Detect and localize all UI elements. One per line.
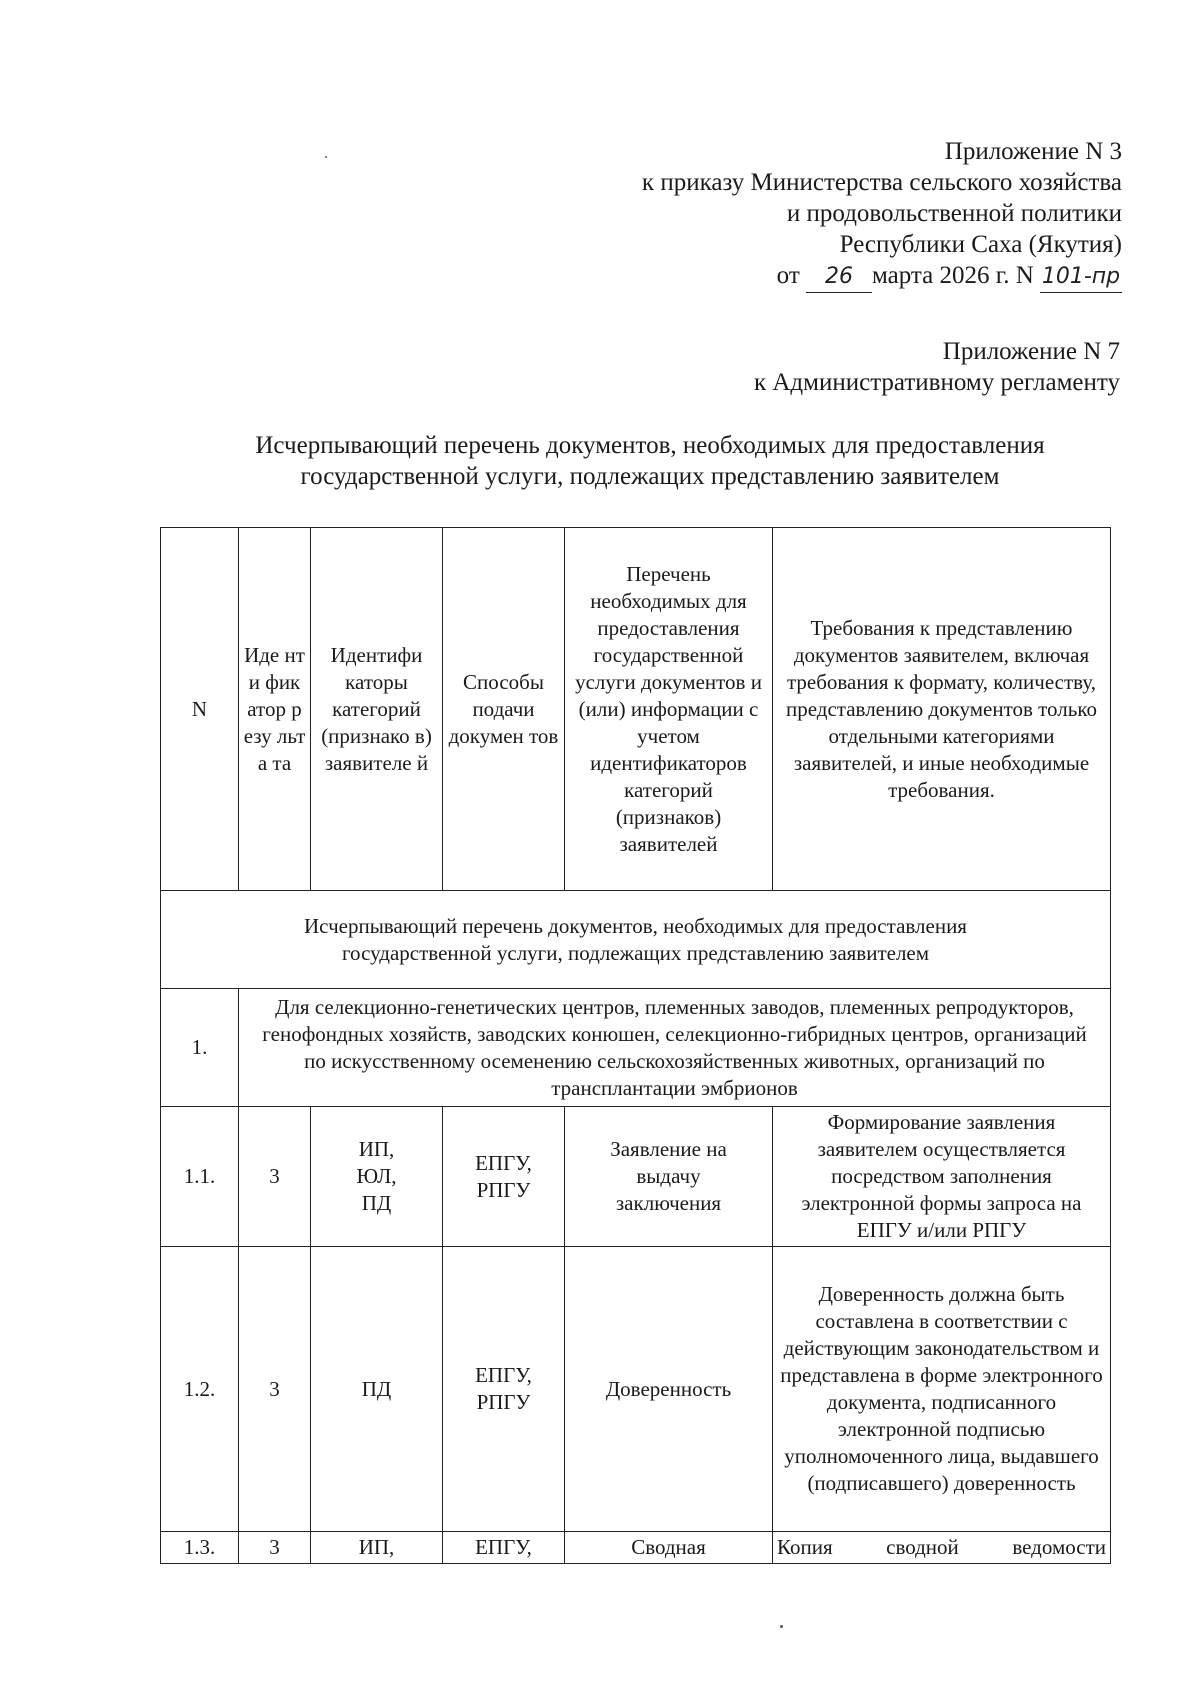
row-requirement: Доверенность должна быть составлена в соответствии с действующим законодательством и представлена в форме электронного документа, подписанного электронной подписью уполномоченного лица, выдавшего (подписавшего) доверенность (773, 1247, 1111, 1532)
row-requirement: Копия сводной ведомости (773, 1532, 1111, 1564)
header-category-id: Идентифи каторы категорий (признако в) заявителе й (311, 528, 443, 891)
regulation-ref-line: к Административному регламенту (753, 369, 1120, 396)
table-row (161, 1247, 1111, 1532)
row-number: 1.3. (161, 1532, 239, 1564)
row-category-id: ИП, ЮЛ, ПД (311, 1107, 443, 1247)
group-row (161, 989, 1111, 1107)
appendix-header (522, 136, 1122, 293)
row-requirement: Формирование заявления заявителем осуществляется посредством заполнения электронной формы запроса на ЕПГУ и/или РПГУ (773, 1107, 1111, 1247)
order-ref-line: Республики Саха (Якутия) (839, 231, 1122, 258)
table-header-row (161, 528, 1111, 891)
row-doc: Сводная (565, 1532, 773, 1564)
row-doc: Доверенность (565, 1247, 773, 1532)
order-date-line (522, 260, 1122, 293)
group-description: Для селекционно-генетических центров, племенных заводов, племенных репродукторов, генофондных хозяйств, заводских конюшен, селекционно-гибридных центров, организаций по искусственному осеменению сельскохозяйственных животных, организаций по трансплантации эмбрионов (239, 989, 1111, 1107)
scan-speck (780, 1625, 783, 1628)
documents-table (160, 527, 1111, 1564)
title-line: Исчерпывающий перечень документов, необходимых для предоставления (255, 432, 1045, 459)
regulation-appendix-header (520, 336, 1120, 398)
title-line: государственной услуги, подлежащих представлению заявителем (300, 463, 1000, 490)
row-result-id: 3 (239, 1532, 311, 1564)
header-n: N (161, 528, 239, 891)
row-result-id: 3 (239, 1247, 311, 1532)
order-ref-line: и продовольственной политики (786, 200, 1122, 227)
order-number-handwritten: 101-пр (1040, 261, 1122, 293)
scan-speck (325, 156, 327, 158)
table-row (161, 1532, 1111, 1564)
appendix-number: Приложение N 3 (944, 138, 1122, 165)
order-ref-line: к приказу Министерства сельского хозяйства (641, 169, 1122, 196)
date-text: марта 2026 г. N (872, 262, 1034, 289)
header-doc-list: Перечень необходимых для предоставления государственной услуги документов и (или) информации с учетом идентификаторов категорий (признаков) заявителей (565, 528, 773, 891)
table-row (161, 1107, 1111, 1247)
header-result-id: Иде нти фик атор резу льта та (239, 528, 311, 891)
date-day-handwritten: 26 (806, 261, 872, 293)
row-result-id: 3 (239, 1107, 311, 1247)
row-doc: Заявление на выдачу заключения (565, 1107, 773, 1247)
row-submission: ЕПГУ, РПГУ (443, 1247, 565, 1532)
section-title-row (161, 891, 1111, 989)
regulation-appendix-number: Приложение N 7 (942, 338, 1120, 365)
section-title: Исчерпывающий перечень документов, необходимых для предоставления государственной услуги, подлежащих представлению заявителем (161, 891, 1111, 989)
row-number: 1.1. (161, 1107, 239, 1247)
header-submission: Способы подачи докумен тов (443, 528, 565, 891)
header-requirements: Требования к представлению документов заявителем, включая требования к формату, количеству, представлению документов только отдельными категориями заявителей, и иные необходимые требования. (773, 528, 1111, 891)
document-title (180, 430, 1120, 492)
date-prefix: от (776, 262, 800, 289)
row-category-id: ПД (311, 1247, 443, 1532)
row-submission: ЕПГУ, (443, 1532, 565, 1564)
group-number: 1. (161, 989, 239, 1107)
row-submission: ЕПГУ, РПГУ (443, 1107, 565, 1247)
row-category-id: ИП, (311, 1532, 443, 1564)
row-number: 1.2. (161, 1247, 239, 1532)
